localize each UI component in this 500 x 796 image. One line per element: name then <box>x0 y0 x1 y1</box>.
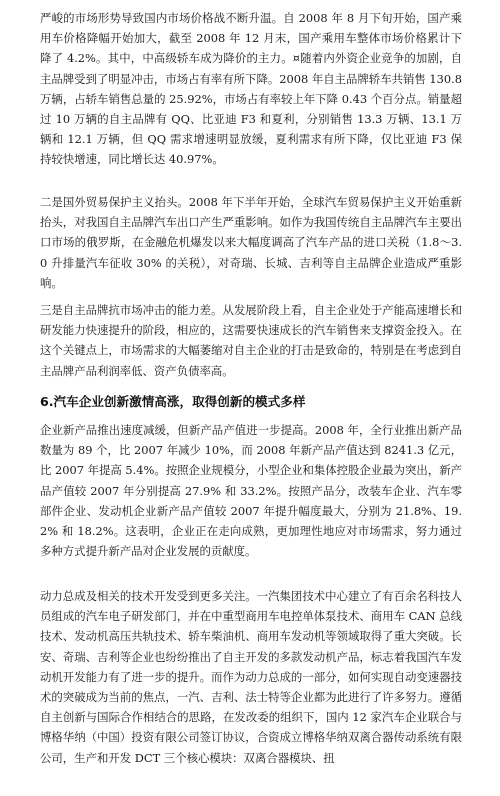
body-paragraph: 严峻的市场形势导致国内市场价格战不断升温。自 2008 年 8 月下旬开始，国产乘用车价格降幅开始加大，截至 2008 年 12 月末，国产乘用车整体市场价格累计下降了 4.2%。其中，中高级轿车成为降价的主力。¤随着内外资企业竞争的加剧，自主品牌受到了明显冲击，市场占有率有所下降。2008 年自主品牌轿车共销售 130.8 万辆，占轿车销售总量的 25.92%，市场占有率较上年下降 0.43 个百分点。销量超过 10 万辆的自主品牌有 QQ、比亚迪 F3 和夏利，分别销售 13.3 万辆、13.1 万辆和 12.1 万辆，但 QQ 需求增速明显放缓，夏利需求有所下降，仅比亚迪 F3 保持较快增速，同比增长达 40.97%。 <box>40 11 462 167</box>
body-paragraph: 企业新产品推出速度减缓，但新产品产值进一步提高。2008 年，全行业推出新产品数量为 89 个，比 2007 年减少 10%，而 2008 年新产品产值达到 8241.3 亿元，比 2007 年提高 5.4%。按照企业规模分，小型企业和集体控股企业最为突出，新产品产值较 2007 年分别提高 27.9% 和 33.2%。按照产品分，改装车企业、汽车零部件企业、发动机企业新产品产值较 2007 年提升幅度最大，分别为 21.8%、19.2% 和 18.2%。这表明，企业正在走向成熟，更加理性地应对市场需求，努力通过多种方式提升新产品对企业发展的贡献度。 <box>40 423 462 559</box>
body-paragraph: 三是自主品牌抗市场冲击的能力差。从发展阶段上看，自主企业处于产能高速增长和研发能力快速提升的阶段，相应的，这需要快速成长的汽车销售来支撑资金投入。在这个关键点上，市场需求的大幅萎缩对自主企业的打击是致命的，特别是在考虑到自主品牌产品利润率低、资产负债率高。 <box>40 303 462 378</box>
section-heading: 6.汽车企业创新激情高涨，取得创新的模式多样 <box>40 394 306 409</box>
body-paragraph: 二是国外贸易保护主义抬头。2008 年下半年开始，全球汽车贸易保护主义开始重新抬头，对我国自主品牌汽车出口产生严重影响。如作为我国传统自主品牌汽车主要出口市场的俄罗斯，在金融危机爆发以来大幅度调高了汽车产品的进口关税（1.8～3.0 升排量汽车征收 30% 的关税），对奇瑞、长城、吉利等自主品牌企业造成严重影响。 <box>40 195 462 290</box>
body-paragraph: 动力总成及相关的技术开发受到更多关注。一汽集团技术中心建立了有百余名科技人员组成的汽车电子研发部门，并在中重型商用车电控单体泵技术、商用车 CAN 总线技术、发动机高压共轨技术、轿车柴油机、商用车发动机等领域取得了重大突破。长安、奇瑞、吉利等企业也纷纷推出了自主开发的多款发动机产品，标志着我国汽车发动机开发能力有了进一步的提升。而作为动力总成的一部分，如何实现自动变速器技术的突破成为当前的焦点，一汽、吉利、法士特等企业都为此进行了许多努力。遵循自主创新与国际合作相结合的思路，在发改委的组织下，国内 12 家汽车企业联合与博格华纳（中国）投资有限公司签订协议，合资成立博格华纳双离合器传动系统有限公司，生产和开发 DCT 三个核心模块：双离合器模块、扭 <box>40 589 462 765</box>
